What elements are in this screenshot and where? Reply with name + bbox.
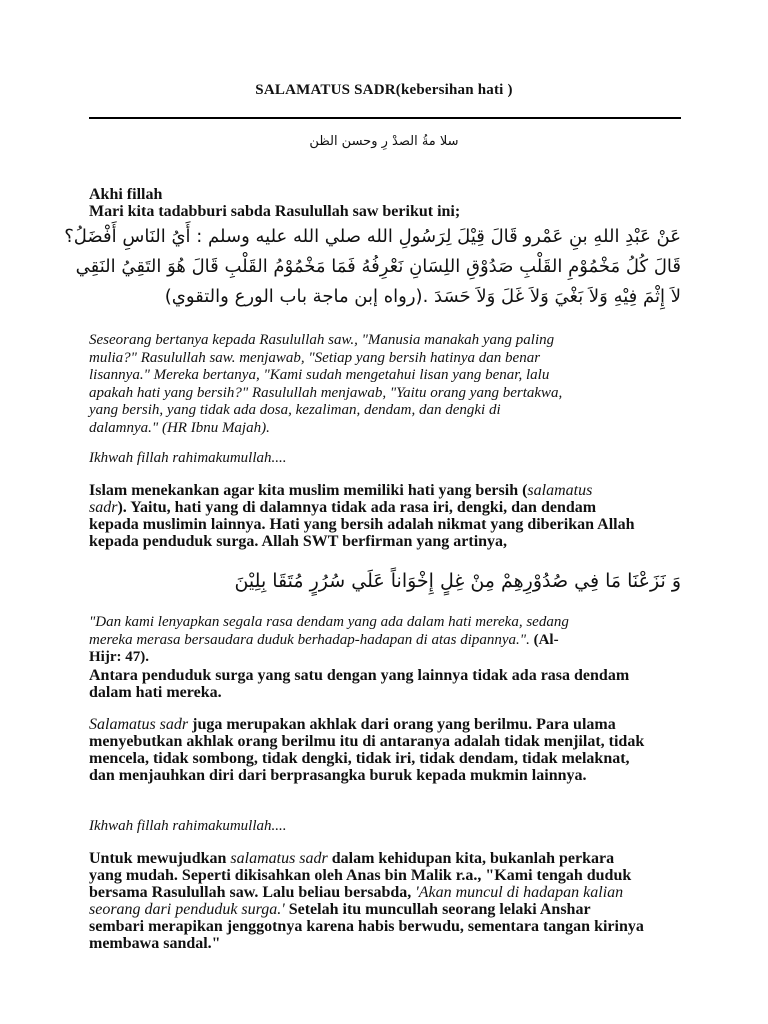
document-title: SALAMATUS SADR(kebersihan hati )	[255, 82, 513, 98]
verse-line: وَ نَزَعْنَا مَا فِي صُدُوْرِهِمْ مِنْ غِلٍ إِخْوَاناً عَلَي سُرُرٍ مُتَقَا بِلِيْنَ	[234, 570, 681, 592]
verse-translation	[89, 614, 681, 667]
paragraph-salamatus	[89, 716, 681, 784]
text-run: ). Yaitu, hati yang di dalamnya tidak ada rasa iri, dengki, dan dendam	[117, 499, 597, 516]
greeting-block	[89, 186, 681, 220]
italic-run: salamatus sadr	[230, 850, 328, 867]
paragraph-line	[89, 499, 681, 516]
paragraph-untuk	[89, 850, 681, 952]
paragraph-line	[89, 850, 681, 867]
hadith-line: لاَ إِثْمَ فِيْهِ وَلاَ بَغْيَ وَلاَ غَلَ وَلاَ حَسَدَ .(رواه إبن ماجة باب الورع والتقوي)	[164, 286, 681, 307]
paragraph-line	[89, 716, 681, 733]
text-run: Untuk mewujudkan	[89, 850, 231, 867]
paragraph-line: kepada penduduk surga. Allah SWT berfirman yang artinya,	[89, 533, 508, 550]
title-divider	[89, 117, 681, 119]
text-run: Setelah itu muncullah seorang lelaki Anshar	[284, 901, 591, 918]
paragraph-line: yang mudah. Seperti dikisahkan oleh Anas bin Malik r.a., "Kami tengah duduk	[89, 867, 632, 884]
verse-translation-line: Hijr: 47).	[89, 649, 149, 665]
paragraph-line: mencela, tidak sombong, tidak dengki, tidak iri, tidak dendam, tidak melaknat,	[89, 750, 630, 767]
paragraph-line: dan menjauhkan diri dari berprasangka buruk kepada mukmin lainnya.	[89, 767, 587, 784]
paragraph-line	[89, 482, 681, 499]
verse-arabic	[89, 566, 681, 596]
translation-line: apakah hati yang bersih?" Rasulullah menjawab, "Yaitu orang yang bertakwa,	[89, 384, 563, 401]
text-run: juga merupakan akhlak dari orang yang berilmu. Para ulama	[188, 716, 616, 733]
paragraph-islam	[89, 482, 681, 550]
italic-run: Salamatus sadr	[89, 716, 189, 733]
italic-run: salamatus	[527, 482, 593, 499]
translation-line: lisannya." Mereka bertanya, "Kami sudah mengetahui lisan yang benar, lalu	[89, 367, 550, 383]
paragraph-line: membawa sandal."	[89, 935, 221, 952]
paragraph-line: sembari merapikan jenggotnya karena habis berwudu, sementara tangan kirinya	[89, 918, 644, 935]
text-run: bersama Rasulullah saw. Lalu beliau bersabda,	[89, 884, 416, 901]
italic-run: "Dan kami lenyapkan segala rasa dendam yang ada dalam hati mereka, sedang	[89, 614, 569, 630]
hadith-translation	[89, 332, 681, 437]
intro-line: Mari kita tadabburi sabda Rasulullah saw berikut ini;	[89, 203, 461, 220]
translation-line: mulia?" Rasulullah saw. menjawab, "Setiap yang bersih hatinya dan benar	[89, 349, 541, 366]
hadith-line: عَنْ عَبْدِ اللهِ بنِ عَمْرو قَالَ قِيْلَ لِرَسُولِ الله صلي الله عليه وسلم : أَيُ النَاسِ أَفْضَلُ؟	[64, 226, 681, 247]
paragraph-antara	[89, 667, 681, 701]
paragraph-line	[89, 884, 681, 901]
text-run: dalam kehidupan kita, bukanlah perkara	[327, 850, 615, 867]
paragraph-line: dalam hati mereka.	[89, 684, 222, 701]
hadith-line: قَالَ كُلُ مَخْمُوْمِ القَلْبِ صَدُوْقِ اللِسَانِ نَعْرِفُهُ فَمَا مَخْمُوْمُ القَلْبِ قَالَ هُوَ التَقِيُ النَقِي	[75, 256, 681, 277]
translation-line: dalamnya." (HR Ibnu Majah).	[89, 419, 270, 436]
verse-translation-line	[89, 614, 681, 632]
greeting: Akhi fillah	[89, 186, 163, 203]
text-run: Islam menekankan agar kita muslim memiliki hati yang bersih (	[89, 482, 528, 499]
address-1: Ikhwah fillah rahimakumullah....	[89, 450, 287, 466]
citation-run: (Al-	[529, 631, 559, 648]
address-2: Ikhwah fillah rahimakumullah....	[89, 818, 287, 834]
verse-translation-line	[89, 632, 681, 650]
paragraph-line: menyebutkan akhlak orang berilmu itu di antaranya adalah tidak menjilat, tidak	[89, 733, 645, 750]
italic-run: sadr	[89, 499, 118, 516]
translation-line: yang bersih, yang tidak ada dosa, kezaliman, dendam, dan dengki di	[89, 402, 501, 418]
italic-run: seorang dari penduduk surga.'	[89, 901, 285, 918]
italic-run: mereka merasa bersaudara duduk berhadap-hadapan di atas dipannya.".	[89, 631, 530, 648]
italic-run: 'Akan muncul di hadapan kalian	[415, 884, 624, 901]
translation-line: Seseorang bertanya kepada Rasulullah saw., "Manusia manakah yang paling	[89, 332, 555, 348]
paragraph-line: Antara penduduk surga yang satu dengan yang lainnya tidak ada rasa dendam	[89, 667, 630, 684]
hadith-arabic	[64, 222, 681, 312]
paragraph-line: kepada muslimin lainnya. Hati yang bersih adalah nikmat yang diberikan Allah	[89, 516, 635, 533]
paragraph-line	[89, 901, 681, 918]
arabic-subtitle: سلا مةُ الصدْ رِ وحسن الظن	[309, 134, 459, 149]
